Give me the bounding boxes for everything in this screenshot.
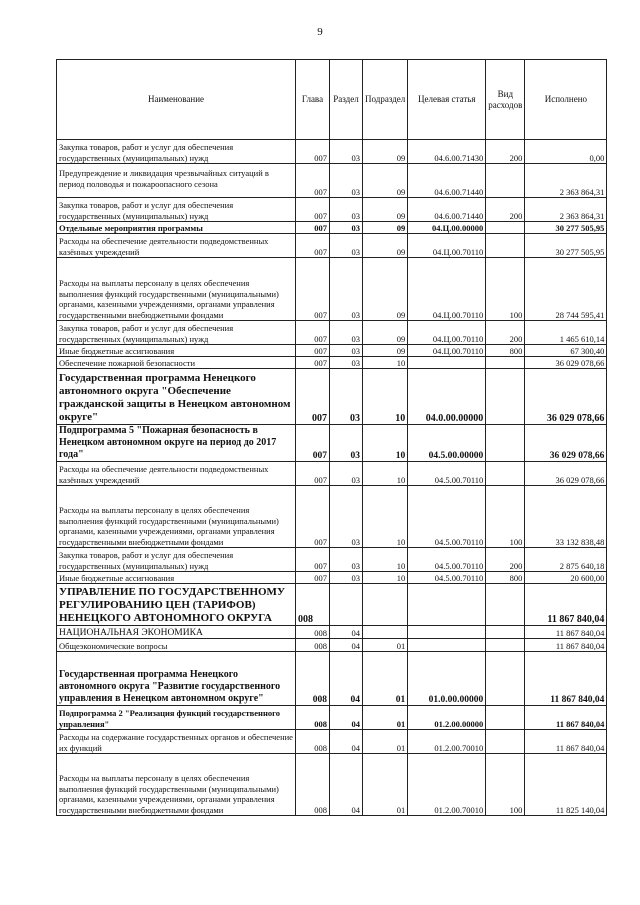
row-name: Иные бюджетные ассигнования xyxy=(57,345,296,357)
row-amount: 30 277 505,95 xyxy=(525,222,607,234)
row-amount: 11 825 140,04 xyxy=(525,754,607,816)
row-target xyxy=(408,639,486,652)
row-section: 04 xyxy=(330,706,363,730)
row-amount: 36 029 078,66 xyxy=(525,357,607,369)
row-subsection: 10 xyxy=(363,462,408,486)
row-section: 04 xyxy=(330,626,363,639)
table-row xyxy=(57,140,607,164)
table-row xyxy=(57,357,607,369)
row-expense-type: 200 xyxy=(486,140,525,164)
row-expense-type: 800 xyxy=(486,345,525,357)
header-subsection: Подраздел xyxy=(363,60,408,140)
table-row xyxy=(57,486,607,548)
row-amount: 11 867 840,04 xyxy=(525,639,607,652)
table-row xyxy=(57,345,607,357)
header-target: Целевая статья xyxy=(408,60,486,140)
row-target: 01.0.00.00000 xyxy=(408,652,486,706)
table-row xyxy=(57,321,607,345)
row-subsection: 01 xyxy=(363,730,408,754)
row-target: 04.6.00.71430 xyxy=(408,140,486,164)
row-subsection: 10 xyxy=(363,548,408,572)
row-target: 04.Ц.00.70110 xyxy=(408,345,486,357)
row-amount: 0,00 xyxy=(525,140,607,164)
table-row xyxy=(57,462,607,486)
table-row xyxy=(57,222,607,234)
row-subsection: 09 xyxy=(363,321,408,345)
row-amount: 11 867 840,04 xyxy=(525,730,607,754)
row-section: 03 xyxy=(330,462,363,486)
row-name: УПРАВЛЕНИЕ ПО ГОСУДАРСТВЕННОМУ РЕГУЛИРОВАНИЮ ЦЕН (ТАРИФОВ) НЕНЕЦКОГО АВТОНОМНОГО ОКРУГА xyxy=(57,584,296,626)
row-amount: 2 363 864,31 xyxy=(525,164,607,198)
row-expense-type xyxy=(486,357,525,369)
row-expense-type: 800 xyxy=(486,572,525,584)
row-expense-type: 200 xyxy=(486,321,525,345)
row-amount: 11 867 840,04 xyxy=(525,584,607,626)
row-target xyxy=(408,626,486,639)
row-chapter: 007 xyxy=(296,486,330,548)
row-expense-type xyxy=(486,584,525,626)
row-section: 03 xyxy=(330,164,363,198)
row-section xyxy=(330,584,363,626)
table-row xyxy=(57,706,607,730)
row-subsection xyxy=(363,584,408,626)
row-target: 04.Ц.00.70110 xyxy=(408,234,486,258)
row-chapter: 007 xyxy=(296,321,330,345)
table-row xyxy=(57,425,607,462)
row-name: Расходы на обеспечение деятельности подведомственных казённых учреждений xyxy=(57,234,296,258)
row-amount: 36 029 078,66 xyxy=(525,369,607,425)
row-chapter: 007 xyxy=(296,164,330,198)
row-amount: 33 132 838,48 xyxy=(525,486,607,548)
row-name: Закупка товаров, работ и услуг для обеспечения государственных (муниципальных) нужд xyxy=(57,198,296,222)
row-chapter: 007 xyxy=(296,357,330,369)
row-amount: 11 867 840,04 xyxy=(525,652,607,706)
row-subsection: 09 xyxy=(363,198,408,222)
table-row xyxy=(57,754,607,816)
row-section: 04 xyxy=(330,639,363,652)
row-target: 04.5.00.70110 xyxy=(408,548,486,572)
header-chapter: Глава xyxy=(296,60,330,140)
row-amount: 2 875 640,18 xyxy=(525,548,607,572)
row-chapter: 007 xyxy=(296,572,330,584)
row-name: Закупка товаров, работ и услуг для обеспечения государственных (муниципальных) нужд xyxy=(57,321,296,345)
row-name: Государственная программа Ненецкого автономного округа "Развитие государственного управления в Ненецком автономном округе" xyxy=(57,652,296,706)
row-name: Предупреждение и ликвидация чрезвычайных ситуаций в период половодья и пожароопасного сезона xyxy=(57,164,296,198)
row-expense-type: 100 xyxy=(486,486,525,548)
row-section: 04 xyxy=(330,652,363,706)
row-section: 03 xyxy=(330,572,363,584)
row-name: Отдельные мероприятия программы xyxy=(57,222,296,234)
row-chapter: 007 xyxy=(296,369,330,425)
row-chapter: 007 xyxy=(296,258,330,321)
row-chapter: 008 xyxy=(296,652,330,706)
row-expense-type xyxy=(486,369,525,425)
header-expense-type: Вид расходов xyxy=(486,60,525,140)
row-target: 04.6.00.71440 xyxy=(408,198,486,222)
row-subsection: 10 xyxy=(363,486,408,548)
row-section: 03 xyxy=(330,345,363,357)
table-row xyxy=(57,652,607,706)
header-row xyxy=(57,60,607,140)
row-chapter: 008 xyxy=(296,639,330,652)
row-chapter: 007 xyxy=(296,140,330,164)
table-row xyxy=(57,234,607,258)
row-section: 03 xyxy=(330,140,363,164)
row-section: 04 xyxy=(330,754,363,816)
row-target: 04.5.00.70110 xyxy=(408,572,486,584)
row-name: НАЦИОНАЛЬНАЯ ЭКОНОМИКА xyxy=(57,626,296,639)
row-section: 03 xyxy=(330,258,363,321)
table-row xyxy=(57,198,607,222)
row-chapter: 007 xyxy=(296,198,330,222)
row-section: 04 xyxy=(330,730,363,754)
table-row xyxy=(57,584,607,626)
row-expense-type: 200 xyxy=(486,548,525,572)
row-chapter: 007 xyxy=(296,345,330,357)
row-expense-type xyxy=(486,730,525,754)
row-target xyxy=(408,357,486,369)
row-section: 03 xyxy=(330,198,363,222)
row-chapter: 008 xyxy=(296,730,330,754)
row-subsection: 09 xyxy=(363,222,408,234)
budget-table xyxy=(56,59,607,816)
table-row xyxy=(57,548,607,572)
table-row xyxy=(57,258,607,321)
row-expense-type xyxy=(486,164,525,198)
row-target: 04.5.00.70110 xyxy=(408,462,486,486)
row-name: Обеспечение пожарной безопасности xyxy=(57,357,296,369)
row-amount: 20 600,00 xyxy=(525,572,607,584)
row-target: 04.6.00.71440 xyxy=(408,164,486,198)
row-chapter: 008 xyxy=(296,626,330,639)
row-amount: 28 744 595,41 xyxy=(525,258,607,321)
row-expense-type: 100 xyxy=(486,258,525,321)
row-section: 03 xyxy=(330,425,363,462)
row-chapter: 008 xyxy=(296,584,330,626)
row-subsection: 10 xyxy=(363,572,408,584)
row-expense-type: 100 xyxy=(486,754,525,816)
row-amount: 11 867 840,04 xyxy=(525,706,607,730)
row-name: Закупка товаров, работ и услуг для обеспечения государственных (муниципальных) нужд xyxy=(57,548,296,572)
row-subsection: 01 xyxy=(363,754,408,816)
row-name: Подпрограмма 2 "Реализация функций государственного управления" xyxy=(57,706,296,730)
row-subsection xyxy=(363,626,408,639)
row-target: 01.2.00.70010 xyxy=(408,754,486,816)
table-row xyxy=(57,626,607,639)
row-target: 01.2.00.00000 xyxy=(408,706,486,730)
row-target: 04.Ц.00.70110 xyxy=(408,321,486,345)
header-section: Раздел xyxy=(330,60,363,140)
row-amount: 36 029 078,66 xyxy=(525,462,607,486)
row-section: 03 xyxy=(330,321,363,345)
row-target: 04.Ц.00.00000 xyxy=(408,222,486,234)
row-chapter: 008 xyxy=(296,754,330,816)
row-target: 04.Ц.00.70110 xyxy=(408,258,486,321)
row-subsection: 09 xyxy=(363,258,408,321)
row-expense-type xyxy=(486,462,525,486)
row-subsection: 09 xyxy=(363,140,408,164)
row-name: Расходы на обеспечение деятельности подведомственных казённых учреждений xyxy=(57,462,296,486)
row-subsection: 10 xyxy=(363,357,408,369)
row-expense-type xyxy=(486,626,525,639)
row-chapter: 007 xyxy=(296,462,330,486)
row-section: 03 xyxy=(330,357,363,369)
row-amount: 2 363 864,31 xyxy=(525,198,607,222)
row-subsection: 01 xyxy=(363,652,408,706)
row-chapter: 007 xyxy=(296,425,330,462)
row-amount: 67 300,40 xyxy=(525,345,607,357)
row-name: Расходы на выплаты персоналу в целях обеспечения выполнения функций государственными (муниципальными) органами, казенными учреждениями, органами управления государственными внебюджетными фондами xyxy=(57,754,296,816)
row-expense-type xyxy=(486,234,525,258)
row-expense-type: 200 xyxy=(486,198,525,222)
row-subsection: 01 xyxy=(363,706,408,730)
page-number: 9 xyxy=(317,26,323,38)
row-section: 03 xyxy=(330,548,363,572)
row-name: Расходы на содержание государственных органов и обеспечение их функций xyxy=(57,730,296,754)
table-row xyxy=(57,730,607,754)
row-name: Подпрограмма 5 "Пожарная безопасность в Ненецком автономном округе на период до 2017 года" xyxy=(57,425,296,462)
row-subsection: 09 xyxy=(363,345,408,357)
row-name: Расходы на выплаты персоналу в целях обеспечения выполнения функций государственными (муниципальными) органами, казенными учреждениями, органами управления государственными внебюджетными фондами xyxy=(57,258,296,321)
row-chapter: 007 xyxy=(296,548,330,572)
header-executed: Исполнено xyxy=(525,60,607,140)
header-name: Наименование xyxy=(57,60,296,140)
row-target: 04.5.00.70110 xyxy=(408,486,486,548)
row-name: Общеэкономические вопросы xyxy=(57,639,296,652)
table-row xyxy=(57,572,607,584)
row-expense-type xyxy=(486,652,525,706)
row-section: 03 xyxy=(330,222,363,234)
row-subsection: 01 xyxy=(363,639,408,652)
row-section: 03 xyxy=(330,369,363,425)
row-chapter: 008 xyxy=(296,706,330,730)
row-target: 04.5.00.00000 xyxy=(408,425,486,462)
row-name: Иные бюджетные ассигнования xyxy=(57,572,296,584)
row-subsection: 09 xyxy=(363,164,408,198)
table-row xyxy=(57,639,607,652)
row-name: Государственная программа Ненецкого автономного округа "Обеспечение гражданской защиты в Ненецком автономном округе" xyxy=(57,369,296,425)
row-target: 04.0.00.00000 xyxy=(408,369,486,425)
row-section: 03 xyxy=(330,234,363,258)
row-expense-type xyxy=(486,639,525,652)
table-row xyxy=(57,369,607,425)
row-amount: 1 465 610,14 xyxy=(525,321,607,345)
table-row xyxy=(57,164,607,198)
row-amount: 30 277 505,95 xyxy=(525,234,607,258)
row-subsection: 09 xyxy=(363,234,408,258)
row-section: 03 xyxy=(330,486,363,548)
row-chapter: 007 xyxy=(296,222,330,234)
row-name: Закупка товаров, работ и услуг для обеспечения государственных (муниципальных) нужд xyxy=(57,140,296,164)
row-name: Расходы на выплаты персоналу в целях обеспечения выполнения функций государственными (муниципальными) органами, казенными учреждениями, органами управления государственными внебюджетными фондами xyxy=(57,486,296,548)
row-target: 01.2.00.70010 xyxy=(408,730,486,754)
row-amount: 36 029 078,66 xyxy=(525,425,607,462)
row-chapter: 007 xyxy=(296,234,330,258)
row-target xyxy=(408,584,486,626)
row-expense-type xyxy=(486,706,525,730)
row-subsection: 10 xyxy=(363,369,408,425)
row-subsection: 10 xyxy=(363,425,408,462)
row-expense-type xyxy=(486,425,525,462)
row-amount: 11 867 840,04 xyxy=(525,626,607,639)
row-expense-type xyxy=(486,222,525,234)
